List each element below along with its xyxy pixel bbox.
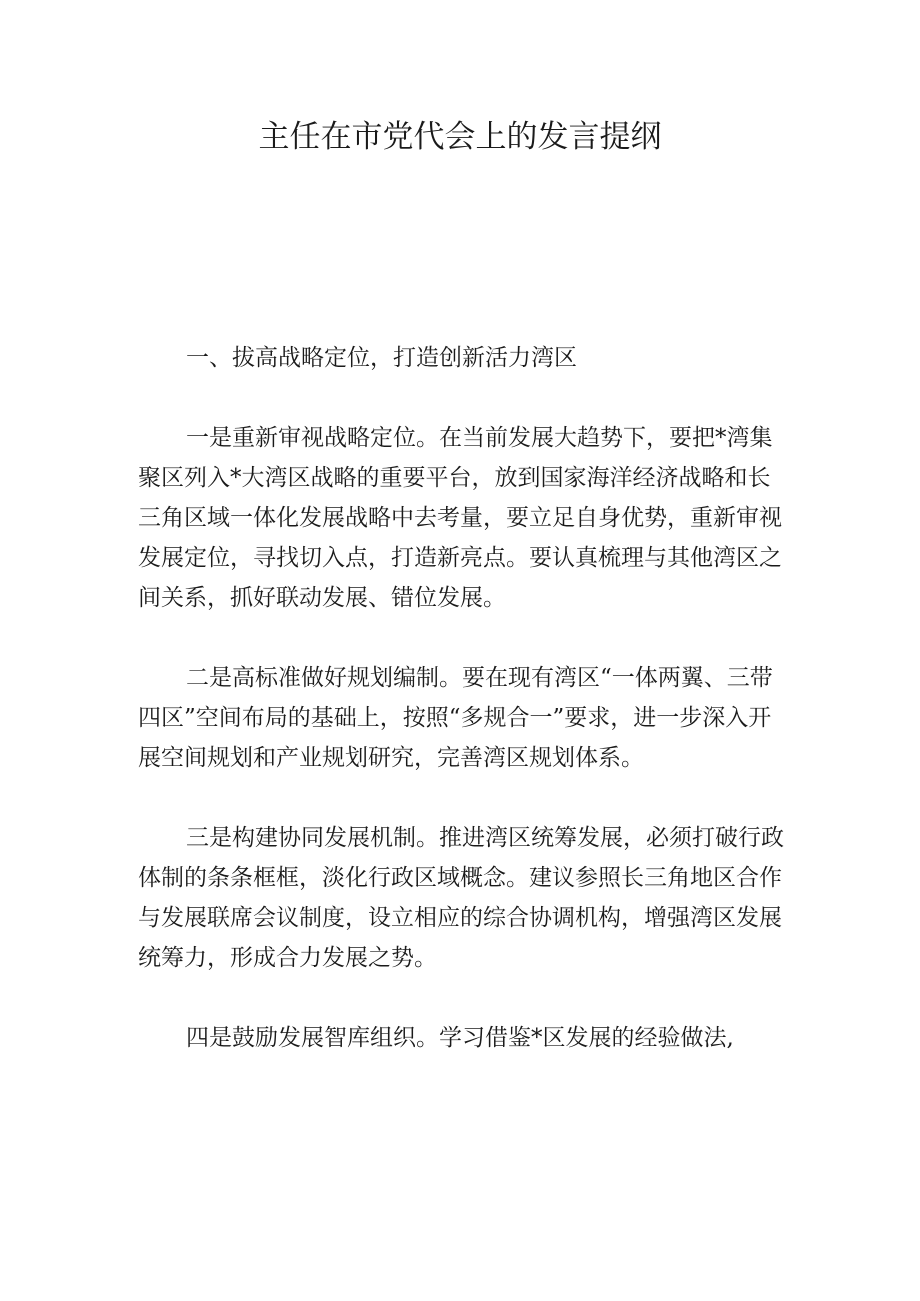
document-body (138, 338, 784, 1098)
document-title: 主任在市党代会上的发言提纲 (258, 119, 662, 155)
paragraph: 二是高标准做好规划编制。要在现有湾区“一体两翼、三带四区”空间布局的基础上，按照“多规合一”要求，进一步深入开展空间规划和产业规划研究，完善湾区规划体系。 (138, 665, 773, 771)
paragraph: 三是构建协同发展机制。推进湾区统筹发展，必须打破行政体制的条条框框，淡化行政区域概念。建议参照长三角地区合作与发展联席会议制度，设立相应的综合协调机构，增强湾区发展统筹力，形成合力发展之势。 (138, 825, 784, 971)
paragraph: 四是鼓励发展智库组织。学习借鉴*区发展的经验做法, (186, 1025, 734, 1051)
paragraph: 一是重新审视战略定位。在当前发展大趋势下，要把*湾集聚区列入*大湾区战略的重要平台，放到国家海洋经济战略和长三角区域一体化发展战略中去考量，要立足自身优势，重新审视发展定位，寻找切入点，打造新亮点。要认真梳理与其他湾区之间关系，抓好联动发展、错位发展。 (138, 425, 782, 611)
section-heading: 一、拔高战略定位，打造创新活力湾区 (186, 345, 577, 371)
